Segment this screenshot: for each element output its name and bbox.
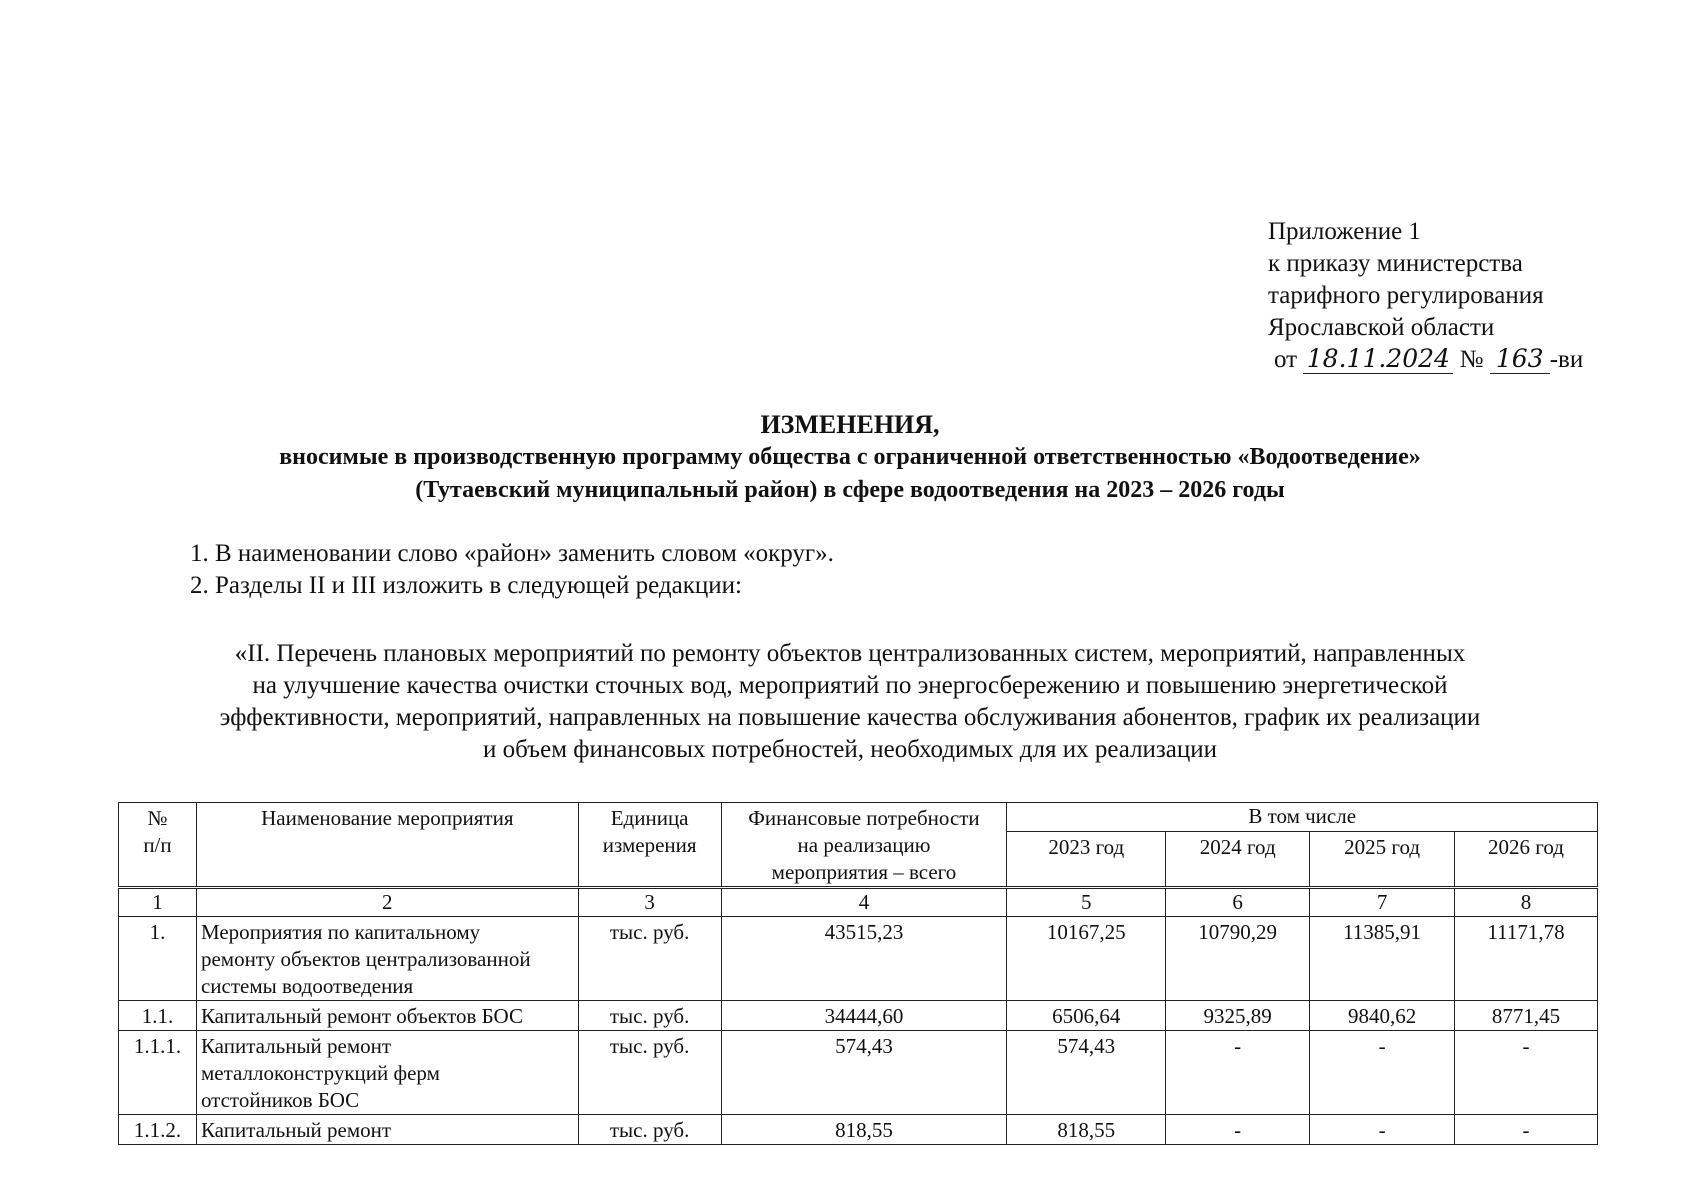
column-number-row	[119, 888, 1598, 917]
row-unit: тыс. руб.	[578, 1115, 721, 1145]
row-2025: 9840,62	[1310, 1001, 1455, 1031]
column-number: 6	[1166, 888, 1310, 917]
table-row	[119, 917, 1598, 1001]
order-number-sign: №	[1459, 346, 1484, 373]
order-date-handwritten: 18.11.2024	[1303, 345, 1453, 374]
table-row	[119, 1115, 1598, 1145]
title-line: (Тутаевский муниципальный район) в сфере водоотведения на 2023 – 2026 годы	[415, 477, 1285, 503]
appendix-block	[1268, 216, 1583, 376]
row-2025: -	[1310, 1031, 1455, 1115]
order-line	[1274, 344, 1583, 376]
table-row	[119, 1031, 1598, 1115]
column-number: 2	[196, 888, 578, 917]
row-total: 43515,23	[721, 917, 1007, 1001]
row-2024: -	[1166, 1031, 1310, 1115]
amendment-item: 2. Разделы II и III изложить в следующей редакции:	[190, 572, 742, 599]
row-2026: -	[1455, 1031, 1598, 1115]
header-name: Наименование мероприятия	[196, 803, 578, 888]
row-number: 1.	[119, 917, 197, 1001]
header-financial-total: Финансовые потребности на реализацию мероприятия – всего	[721, 803, 1007, 888]
document-title	[110, 408, 1590, 507]
row-2023: 6506,64	[1007, 1001, 1166, 1031]
header-including: В том числе	[1007, 803, 1598, 832]
row-name: Капитальный ремонт объектов БОС	[196, 1001, 578, 1031]
column-number: 7	[1310, 888, 1455, 917]
row-unit: тыс. руб.	[578, 1031, 721, 1115]
section-heading-line: эффективности, мероприятий, направленных на повышение качества обслуживания абонентов, график их реализации	[219, 704, 1481, 731]
row-total: 818,55	[721, 1115, 1007, 1145]
row-2025: -	[1310, 1115, 1455, 1145]
section-heading-line: «II. Перечень плановых мероприятий по ремонту объектов централизованных систем, мероприятий, направленных	[234, 640, 1466, 667]
column-number: 3	[578, 888, 721, 917]
header-year-2026: 2026 год	[1455, 832, 1598, 888]
row-total: 34444,60	[721, 1001, 1007, 1031]
appendix-line: тарифного регулирования	[1268, 282, 1544, 309]
row-number: 1.1.1.	[119, 1031, 197, 1115]
row-unit: тыс. руб.	[578, 1001, 721, 1031]
row-name: Капитальный ремонт металлоконструкций ферм отстойников БОС	[196, 1031, 578, 1115]
column-number: 8	[1455, 888, 1598, 917]
row-2023: 818,55	[1007, 1115, 1166, 1145]
header-year-2024: 2024 год	[1166, 832, 1310, 888]
row-name: Мероприятия по капитальному ремонту объектов централизованной системы водоотведения	[196, 917, 578, 1001]
row-total: 574,43	[721, 1031, 1007, 1115]
header-year-2025: 2025 год	[1310, 832, 1455, 888]
row-number: 1.1.2.	[119, 1115, 197, 1145]
amendment-items	[190, 538, 834, 602]
header-year-2023: 2023 год	[1007, 832, 1166, 888]
row-name: Капитальный ремонт	[196, 1115, 578, 1145]
order-suffix: -ви	[1549, 346, 1584, 373]
appendix-line: Ярославской области	[1268, 314, 1495, 341]
section-heading-line: и объем финансовых потребностей, необходимых для их реализации	[482, 736, 1218, 763]
header-number: № п/п	[119, 803, 197, 888]
table-row	[119, 1001, 1598, 1031]
row-2023: 10167,25	[1007, 917, 1166, 1001]
row-2026: 11171,78	[1455, 917, 1598, 1001]
row-2024: 9325,89	[1166, 1001, 1310, 1031]
column-number: 1	[119, 888, 197, 917]
row-2024: 10790,29	[1166, 917, 1310, 1001]
row-2026: -	[1455, 1115, 1598, 1145]
section-heading	[120, 638, 1580, 766]
amendment-item: 1. В наименовании слово «район» заменить словом «округ».	[190, 540, 834, 567]
row-unit: тыс. руб.	[578, 917, 721, 1001]
section-heading-line: на улучшение качества очистки сточных вод, мероприятий по энергосбережению и повышению энергетической	[252, 672, 1448, 699]
column-number: 5	[1007, 888, 1166, 917]
header-unit: Единица измерения	[578, 803, 721, 888]
row-2025: 11385,91	[1310, 917, 1455, 1001]
row-2026: 8771,45	[1455, 1001, 1598, 1031]
row-2024: -	[1166, 1115, 1310, 1145]
measures-table	[118, 802, 1598, 1145]
appendix-line: к приказу министерства	[1268, 250, 1523, 277]
order-number-handwritten: 163	[1490, 345, 1550, 374]
row-number: 1.1.	[119, 1001, 197, 1031]
column-number: 4	[721, 888, 1007, 917]
appendix-line: Приложение 1	[1268, 218, 1421, 245]
order-prefix: от	[1274, 346, 1298, 373]
row-2023: 574,43	[1007, 1031, 1166, 1115]
title-line: ИЗМЕНЕНИЯ,	[760, 410, 940, 439]
title-line: вносимые в производственную программу общества с ограниченной ответственностью «Водоотведение»	[279, 444, 1421, 470]
